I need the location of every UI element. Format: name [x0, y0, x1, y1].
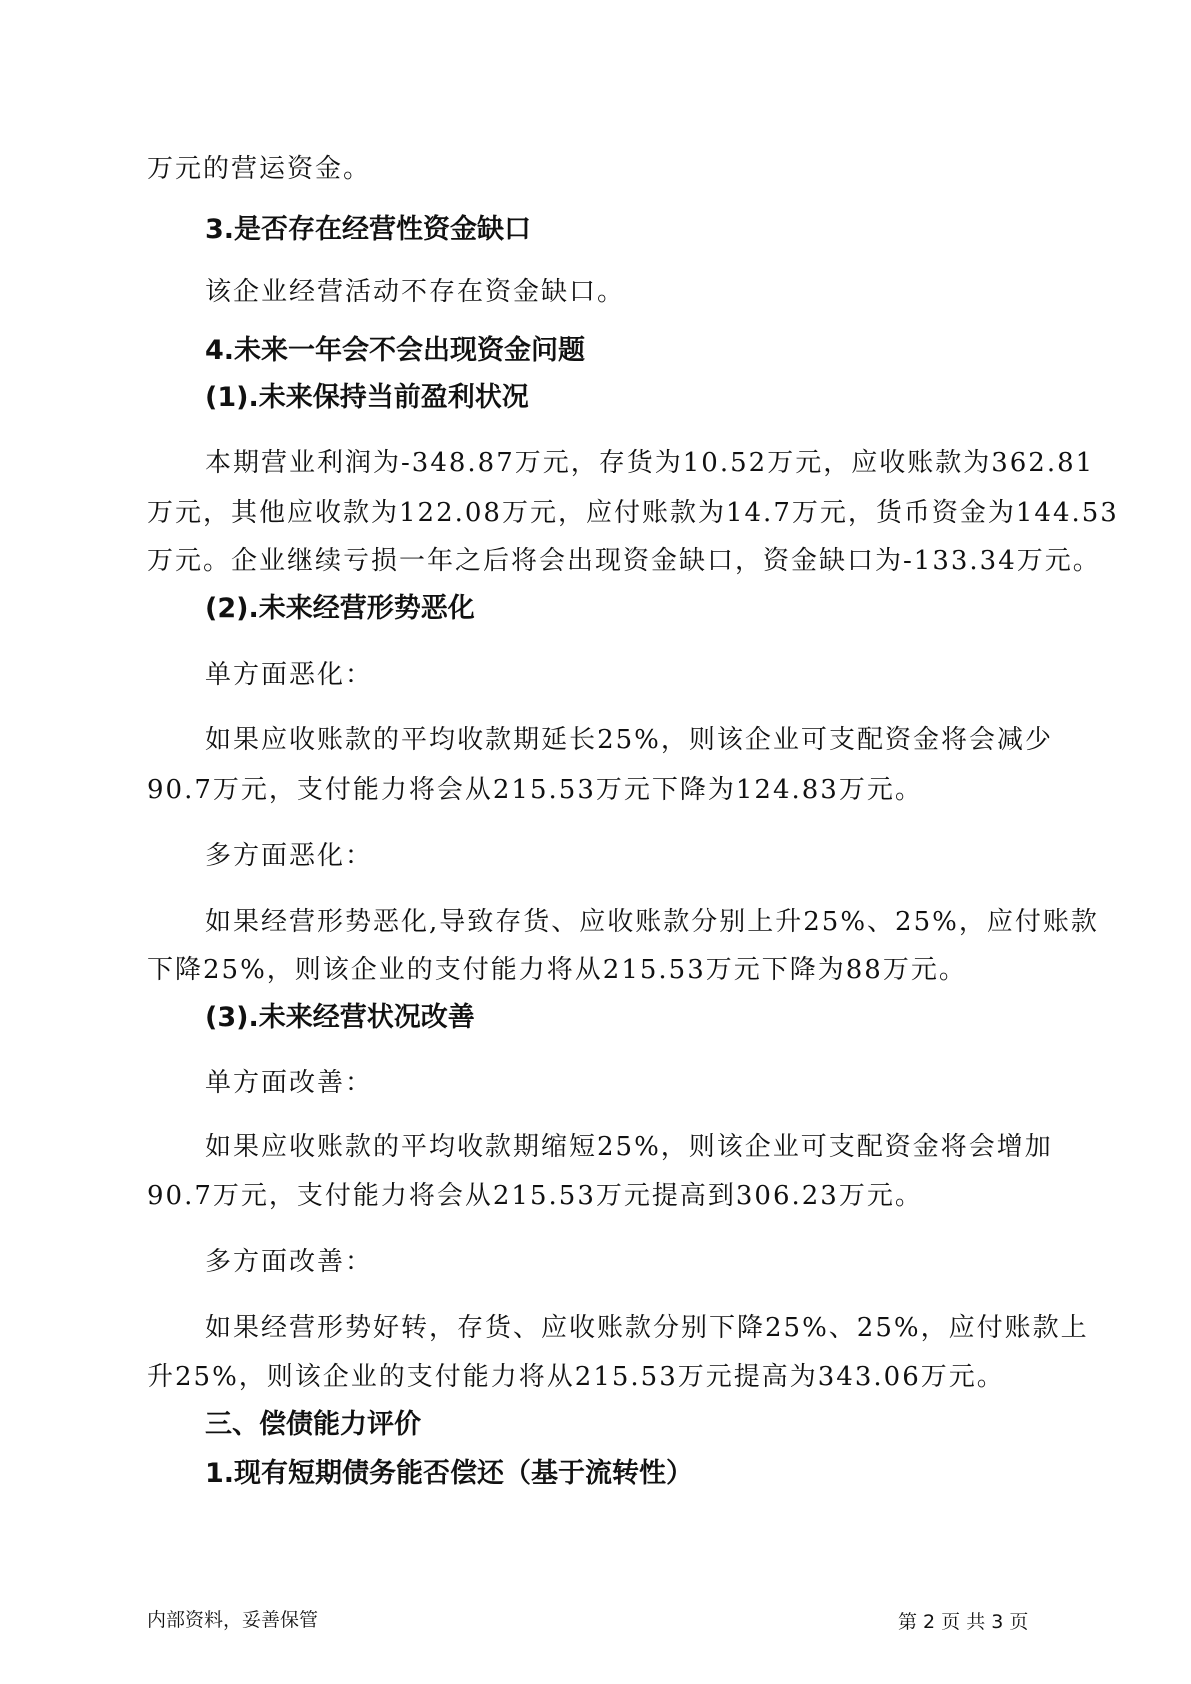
paragraph-multi-deterioration-line-1: 如果经营形势恶化,导致存货、应收账款分别上升25%、25%，应付账款 — [205, 907, 1099, 937]
paragraph-multi-improvement-line-2: 升25%，则该企业的支付能力将从215.53万元提高为343.06万元。 — [147, 1362, 1005, 1392]
section-heading-solvency: 三、偿债能力评价 — [205, 1409, 421, 1440]
label-multi-deterioration: 多方面恶化： — [205, 841, 374, 871]
heading-future-year: 4.未来一年会不会出现资金问题 — [205, 335, 586, 366]
subheading-current-profit: (1).未来保持当前盈利状况 — [205, 382, 529, 413]
paragraph-single-deterioration-line-1: 如果应收账款的平均收款期延长25%，则该企业可支配资金将会减少 — [205, 725, 1053, 755]
paragraph-single-improvement-line-1: 如果应收账款的平均收款期缩短25%，则该企业可支配资金将会增加 — [205, 1132, 1053, 1162]
footer-page-number: 第 2 页 共 3 页 — [898, 1611, 1029, 1633]
paragraph-profit-line-2: 万元，其他应收款为122.08万元，应付账款为14.7万元，货币资金为144.53 — [147, 498, 1119, 528]
paragraph-multi-improvement-line-1: 如果经营形势好转，存货、应收账款分别下降25%、25%，应付账款上 — [205, 1313, 1089, 1343]
label-single-deterioration: 单方面恶化： — [205, 660, 374, 690]
paragraph-single-improvement-line-2: 90.7万元，支付能力将会从215.53万元提高到306.23万元。 — [147, 1181, 923, 1211]
label-multi-improvement: 多方面改善： — [205, 1247, 374, 1277]
paragraph-single-deterioration-line-2: 90.7万元，支付能力将会从215.53万元下降为124.83万元。 — [147, 775, 923, 805]
paragraph-profit-line-3: 万元。企业继续亏损一年之后将会出现资金缺口，资金缺口为-133.34万元。 — [147, 546, 1101, 576]
paragraph-multi-deterioration-line-2: 下降25%，则该企业的支付能力将从215.53万元下降为88万元。 — [147, 955, 967, 985]
paragraph-continuation: 万元的营运资金。 — [147, 154, 372, 184]
label-single-improvement: 单方面改善： — [205, 1068, 374, 1098]
subheading-improvement: (3).未来经营状况改善 — [205, 1002, 475, 1033]
subheading-deterioration: (2).未来经营形势恶化 — [205, 593, 475, 624]
paragraph-no-gap: 该企业经营活动不存在资金缺口。 — [205, 277, 626, 307]
heading-short-term-debt: 1.现有短期债务能否偿还（基于流转性） — [205, 1458, 694, 1489]
paragraph-profit-line-1: 本期营业利润为-348.87万元，存货为10.52万元，应收账款为362.81 — [205, 448, 1095, 478]
footer-confidential-note: 内部资料，妥善保管 — [147, 1609, 319, 1631]
heading-funding-gap: 3.是否存在经营性资金缺口 — [205, 214, 532, 245]
